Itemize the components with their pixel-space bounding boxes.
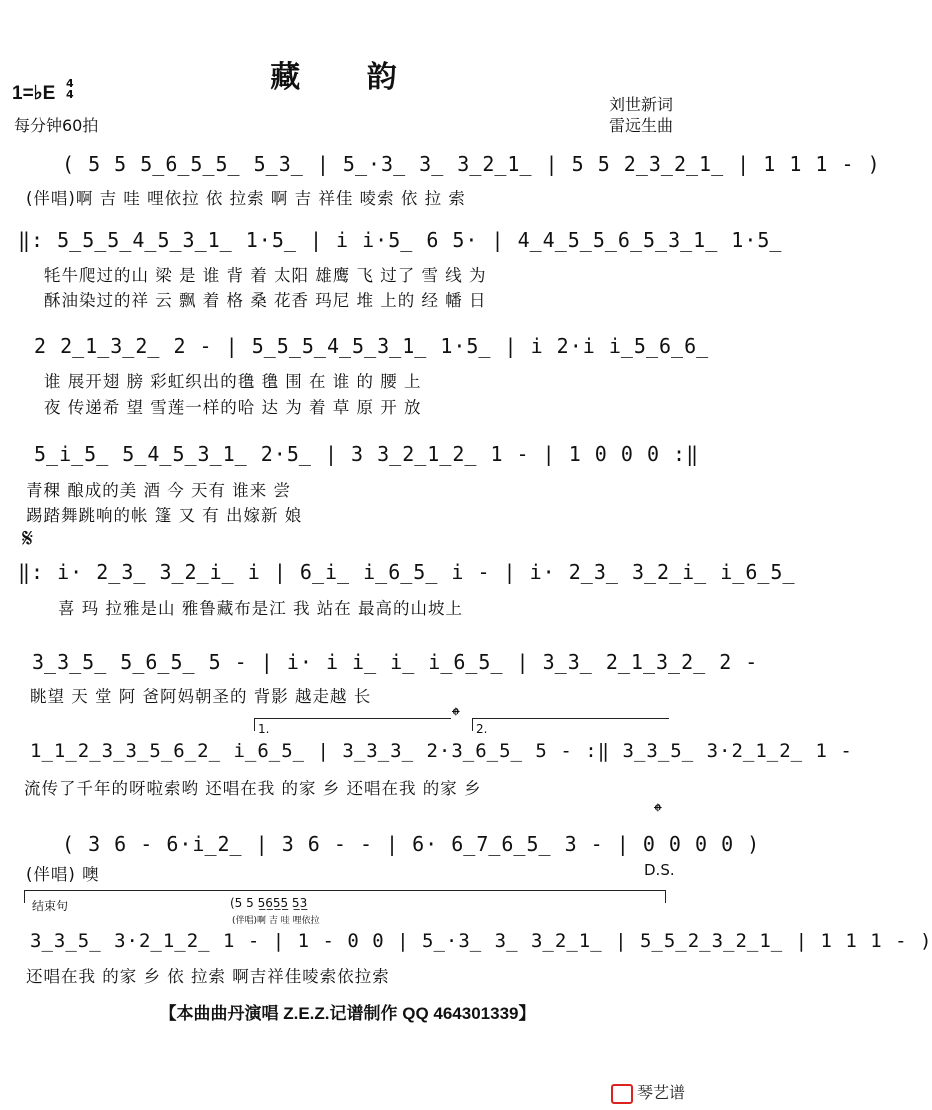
notation-line-5: ‖: i· 2̲3̲ 3̲2̲i̲ i | 6̲i̲ i̲6̲5̲ i - | i· 2̲3̲ 3̲2̲i̲ i̲6̲5̲ — [18, 560, 796, 584]
lyric-chorus-2: 眺望 天 堂 阿 爸阿妈朝圣的 背影 越走越 长 — [30, 687, 372, 706]
notation-line-1: ( 5 5 5̲6̲5̲5̲ 5̲3̲ | 5̲·3̲ 3̲ 3̲2̲1̲ | 5 5 2̲3̲2̲1̲ | 1 1 1 - ) — [62, 152, 881, 176]
lyric-chorus-3: 流传了千年的呀啦索哟 还唱在我 的家 乡 还唱在我 的家 乡 — [24, 779, 482, 798]
volta-1-bracket — [254, 718, 451, 731]
ending-label: 结束句 — [32, 899, 69, 913]
segno-sign: 𝄋 — [22, 524, 34, 554]
notation-line-8: ( 3 6 - 6·i̲2̲ | 3 6 - - | 6· 6̲7̲6̲5̲ 3 - | 0 0 0 0 ) — [62, 832, 761, 856]
brand-name: 琴艺谱 — [636, 1083, 685, 1102]
lyric-intro: (伴唱)啊 吉 哇 哩依拉 依 拉索 啊 吉 祥佳 㖫索 依 拉 索 — [26, 189, 466, 208]
notation-line-9: 3̲3̲5̲ 3·2̲1̲2̲ 1 - | 1 - 0 0 | 5̲·3̲ 3̲ 3̲2̲1̲ | 5̲5̲2̲3̲2̲1̲ | 1 1 1 - ) — [30, 930, 932, 952]
key-signature: 1=♭E — [12, 83, 56, 104]
lyric-verse3-b: 踢踏舞跳响的帐 篷 又 有 出嫁新 娘 — [26, 506, 303, 525]
dal-segno: D.S. — [644, 861, 675, 879]
ending-bracket — [24, 890, 666, 903]
notation-line-2: ‖: 5̲5̲5̲4̲5̲3̲1̲ 1·5̲ | i i·5̲ 6 5· | 4̲4̲5̲5̲6̲5̲3̲1̲ 1·5̲ — [18, 228, 783, 252]
footer-credit: 【本曲曲丹演唱 Z.E.Z.记谱制作 QQ 464301339】 — [159, 1004, 536, 1023]
lyric-verse2-a: 谁 展开翅 膀 彩虹织出的氇 氇 围 在 谁 的 腰 上 — [44, 372, 422, 391]
small-intro-lyric: (伴唱)啊 吉 哇 哩依拉 — [232, 916, 320, 926]
lyricist-credit: 刘世新词 — [608, 95, 673, 114]
notation-line-7: 1̲1̲2̲3̲3̲5̲6̲2̲ i̲6̲5̲ | 3̲3̲3̲ 2·3̲6̲5̲ 5 - :‖ 3̲3̲5̲ 3·2̲1̲2̲ 1 - — [30, 740, 853, 762]
lyric-verse2-b: 夜 传递希 望 雪莲一样的哈 达 为 着 草 原 开 放 — [44, 398, 422, 417]
coda-sign-1: 𝄌 — [452, 704, 460, 729]
brand-watermark — [611, 1080, 685, 1104]
lyric-ending: 还唱在我 的家 乡 依 拉索 啊吉祥佳㖫索依拉索 — [26, 967, 390, 986]
brand-logo-icon — [611, 1084, 633, 1104]
volta-1-label: 1. — [258, 722, 270, 736]
notation-line-4: 5̲i̲5̲ 5̲4̲5̲3̲1̲ 2·5̲ | 3 3̲2̲1̲2̲ 1 - | 1 0 0 0 :‖ — [34, 442, 700, 466]
time-bottom: 4 — [66, 88, 74, 101]
lyric-chorus-1: 喜 玛 拉雅是山 雅鲁藏布是江 我 站在 最高的山坡上 — [58, 599, 463, 618]
volta-2-bracket — [472, 718, 669, 731]
small-intro-notes: (5 5 5̲6̲5̲5̲ 5̲3̲ — [230, 896, 308, 910]
notation-line-3: 2 2̲1̲3̲2̲ 2 - | 5̲5̲5̲4̲5̲3̲1̲ 1·5̲ | i 2·i i̲5̲6̲6̲ — [34, 334, 710, 358]
composer-credit: 雷远生曲 — [608, 116, 673, 135]
coda-sign-2: 𝄌 — [654, 800, 662, 825]
tempo-marking: 每分钟60拍 — [14, 116, 99, 135]
page-title: 藏 韵 — [270, 60, 425, 95]
time-top: 4 — [66, 77, 74, 90]
notation-line-6: 3̲3̲5̲ 5̲6̲5̲ 5 - | i· i i̲ i̲ i̲6̲5̲ | 3̲3̲ 2̲1̲3̲2̲ 2 - — [32, 650, 759, 674]
lyric-verse1-b: 酥油染过的祥 云 飘 着 格 桑 花香 玛尼 堆 上的 经 幡 日 — [44, 291, 487, 310]
time-signature — [66, 78, 74, 100]
lyric-humming: (伴唱) 噢 — [26, 865, 100, 884]
volta-2-label: 2. — [476, 722, 488, 736]
lyric-verse1-a: 牦牛爬过的山 梁 是 谁 背 着 太阳 雄鹰 飞 过了 雪 线 为 — [44, 266, 487, 285]
lyric-verse3-a: 青稞 酿成的美 酒 今 天有 谁来 尝 — [26, 481, 291, 500]
